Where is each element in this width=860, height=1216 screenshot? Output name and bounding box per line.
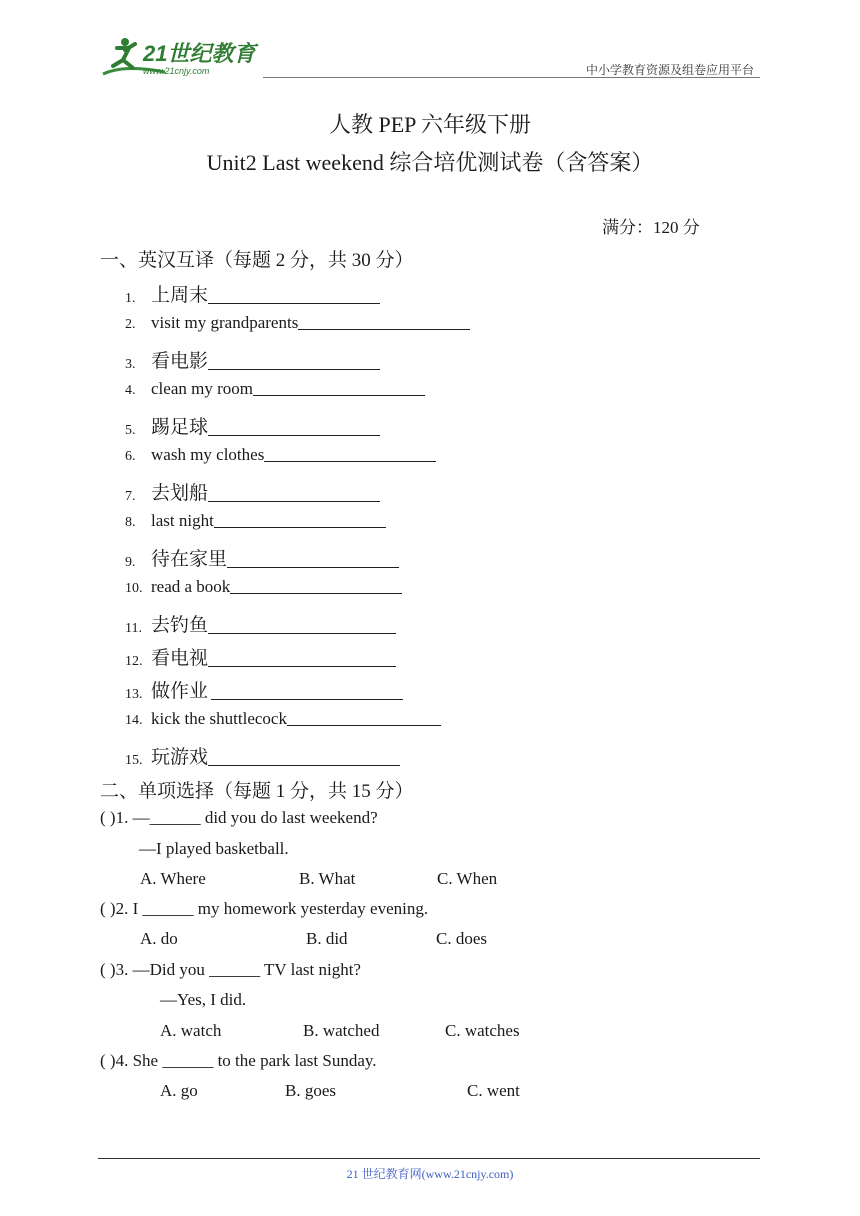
item-number: 3. (125, 357, 136, 372)
answer-blank[interactable] (298, 328, 470, 330)
list-item (125, 346, 380, 373)
question-stem: ( )2. I ______ my homework yesterday evening. (100, 899, 429, 918)
item-number: 13. (125, 687, 143, 702)
answer-blank[interactable] (208, 632, 396, 634)
item-number: 9. (125, 555, 136, 570)
option-b[interactable]: B. goes (285, 1081, 336, 1100)
item-text: 去划船 (151, 483, 209, 504)
list-item (125, 379, 425, 399)
answer-blank[interactable] (208, 665, 396, 667)
list-item (125, 676, 403, 703)
list-item (125, 577, 402, 597)
option-b[interactable]: B. What (299, 869, 356, 888)
list-item (125, 313, 470, 333)
answer-blank[interactable] (253, 394, 425, 396)
full-score: 满分：120 分 (602, 218, 700, 237)
option-c[interactable]: C. When (437, 869, 498, 888)
item-text: 看电视 (151, 648, 209, 669)
item-number: 12. (125, 654, 143, 669)
option-c[interactable]: C. does (436, 929, 487, 948)
platform-name: 中小学教育资源及组卷应用平台 (585, 63, 754, 77)
item-text: 做作业 (151, 681, 209, 702)
site-logo (95, 34, 265, 80)
section1-heading: 一、英汉互译（每题 2 分，共 30 分） (100, 250, 414, 271)
list-item (125, 742, 400, 769)
answer-blank[interactable] (230, 592, 402, 594)
item-text: 玩游戏 (151, 747, 209, 768)
list-item (125, 544, 399, 571)
answer-blank[interactable] (208, 764, 400, 766)
item-text: clean my room (151, 379, 253, 398)
item-text: 踢足球 (151, 417, 209, 438)
footer-text: 21 世纪教育网(www.21cnjy.com) (346, 1167, 514, 1181)
item-text: read a book (151, 577, 231, 596)
header-divider (263, 77, 760, 78)
section2-heading: 二、单项选择（每题 1 分，共 15 分） (100, 781, 414, 802)
option-a[interactable]: A. watch (160, 1021, 222, 1040)
question-stem: ( )4. She ______ to the park last Sunday. (100, 1051, 377, 1070)
page-subtitle: Unit2 Last weekend 综合培优测试卷（含答案） (206, 150, 654, 175)
option-c[interactable]: C. went (467, 1081, 520, 1100)
list-item (125, 643, 396, 670)
logo-url: www.21cnjy.com (143, 66, 210, 76)
list-item (125, 412, 380, 439)
item-text: kick the shuttlecock (151, 709, 287, 728)
list-item (125, 610, 396, 637)
answer-blank[interactable] (227, 566, 399, 568)
item-number: 15. (125, 753, 143, 768)
item-text: visit my grandparents (151, 313, 299, 332)
answer-blank[interactable] (208, 302, 380, 304)
item-number: 4. (125, 383, 136, 398)
question-reply: —I played basketball. (139, 839, 289, 858)
item-number: 6. (125, 449, 136, 464)
option-a[interactable]: A. do (140, 929, 178, 948)
answer-blank[interactable] (287, 724, 441, 726)
question-stem: ( )3. —Did you ______ TV last night? (100, 960, 361, 979)
option-b[interactable]: B. watched (303, 1021, 380, 1040)
answer-blank[interactable] (214, 526, 386, 528)
footer-divider (98, 1158, 760, 1159)
item-number: 14. (125, 713, 143, 728)
item-text: wash my clothes (151, 445, 265, 464)
item-text: 待在家里 (151, 549, 228, 570)
answer-blank[interactable] (264, 460, 436, 462)
item-number: 10. (125, 581, 143, 596)
logo-text: 21世纪教育 (143, 41, 256, 66)
question-stem: ( )1. —______ did you do last weekend? (100, 808, 378, 827)
list-item (125, 478, 380, 505)
option-c[interactable]: C. watches (445, 1021, 520, 1040)
answer-blank[interactable] (208, 368, 380, 370)
item-text: 看电影 (151, 351, 209, 372)
item-number: 8. (125, 515, 136, 530)
list-item (125, 709, 441, 729)
item-text: 去钓鱼 (151, 615, 209, 636)
list-item (125, 445, 436, 465)
option-a[interactable]: A. Where (140, 869, 206, 888)
option-a[interactable]: A. go (160, 1081, 198, 1100)
item-number: 11. (125, 621, 142, 636)
item-number: 7. (125, 489, 136, 504)
answer-blank[interactable] (208, 434, 380, 436)
option-b[interactable]: B. did (306, 929, 348, 948)
item-number: 2. (125, 317, 136, 332)
item-number: 5. (125, 423, 136, 438)
page-title: 人教 PEP 六年级下册 (328, 112, 532, 137)
question-reply: —Yes, I did. (160, 990, 247, 1009)
answer-blank[interactable] (208, 500, 380, 502)
item-text: last night (151, 511, 214, 530)
item-text: 上周末 (151, 285, 209, 306)
item-number: 1. (125, 291, 136, 306)
list-item (125, 280, 380, 307)
list-item (125, 511, 386, 531)
answer-blank[interactable] (211, 698, 403, 700)
